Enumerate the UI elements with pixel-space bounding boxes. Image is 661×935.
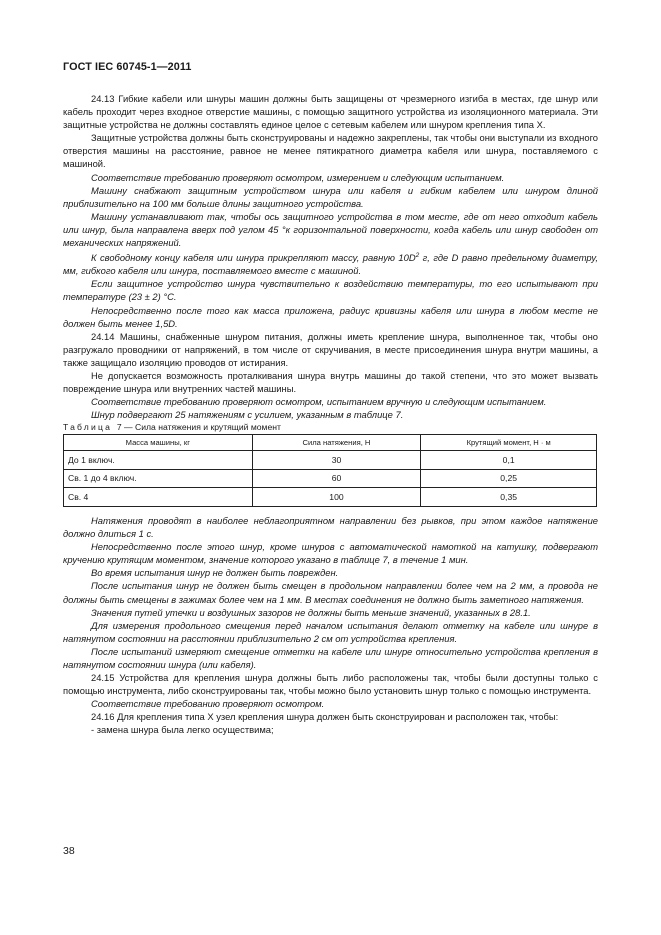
paragraph: 24.14 Машины, снабженные шнуром питания, должны иметь крепление шнура, выполненное так, чтобы оно разгружало проводники от напряжений, в том числе от скручивания, в месте присоединения шнура внутри машины, а также защищало изоляцию проводов от истирания. — [63, 330, 598, 368]
paragraph: Машину снабжают защитным устройством шнура или кабеля и гибким кабелем или шнуром длиной приблизительно на 100 мм больше длины защитного устройства. — [63, 184, 598, 209]
paragraph: Натяжения проводят в наиболее неблагоприятном направлении без рывков, при этом каждое натяжение должно длиться 1 с. — [63, 514, 598, 540]
paragraph: Соответствие требованию проверяют осмотром, испытанием вручную и следующим испытанием. — [91, 396, 547, 408]
paragraph: Соответствие требованию проверяют осмотром. — [91, 698, 325, 710]
paragraphs-top — [63, 92, 598, 421]
paragraph: Значения путей утечки и воздушных зазоров не должны быть меньше значений, указанных в 28.1. — [91, 606, 531, 618]
paragraph: Не допускается возможность проталкивания шнура внутрь машины до такой степени, что это может вызвать повреждение шнура или внутренних частей машины. — [63, 369, 598, 395]
page-number: 38 — [63, 845, 75, 857]
paragraph-text-part: г, где D равно предельному диаметру, мм, гибкого кабеля или шнура, поставляемого вместе с машиной. — [63, 252, 598, 277]
paragraph: - замена шнура была легко осуществима; — [91, 724, 274, 736]
table-row — [64, 469, 597, 488]
paragraph: Непосредственно после этого шнур, кроме шнуров с автоматической намоткой на катушку, подвергают кручению крутящим моментом, значение которого указано в таблице 7, в течение 1 мин. — [63, 541, 598, 566]
paragraph: 24.15 Устройства для крепления шнура должны быть либо расположены так, чтобы были доступны только с помощью инструмента, либо сконструированы так, чтобы можно было установить шнур только с помощью инструмента. — [63, 672, 598, 697]
table-header-row — [64, 435, 597, 451]
document-body — [63, 92, 598, 737]
paragraph: 24.13 Гибкие кабели или шнуры машин должны быть защищены от чрезмерного изгиба в местах, где шнур или кабель проходит через входное отверстие машины, с помощью защитного устройства из изоляционного материала. Эти защитные устройства не должны составлять единое целое с сетевым кабелем или шнуром крепления типа X. — [63, 93, 598, 131]
cell-mass: До 1 включ. — [64, 451, 253, 470]
table-row — [64, 451, 597, 470]
paragraph: Во время испытания шнур не должен быть поврежден. — [91, 567, 339, 579]
paragraph: Шнур подвергают 25 натяжениям с усилием, указанным в таблице 7. — [91, 409, 404, 421]
table-caption-label: Таблица — [63, 422, 113, 433]
paragraph: Защитные устройства должны быть сконструированы и надежно закреплены, так чтобы они выступали из входного отверстия машины на расстояние, равное не менее пятикратного диаметра кабеля или шнура, поставляемого с машиной. — [63, 132, 598, 170]
paragraph: Непосредственно после того как масса приложена, радиус кривизны кабеля или шнура в любом месте не должен быть менее 1,5D. — [63, 304, 598, 329]
paragraphs-bottom — [63, 514, 598, 737]
superscript: 2 — [415, 252, 420, 260]
cell-mass: Св. 1 до 4 включ. — [64, 469, 253, 488]
paragraph: После испытаний измеряют смещение отметки на кабеле или шнуре относительно устройства крепления в натянутом состоянии шнура (или кабеля). — [63, 645, 598, 670]
document-header: ГОСТ IEC 60745-1—2011 — [63, 61, 192, 73]
col-header-mass: Масса машины, кг — [64, 435, 253, 451]
paragraph — [63, 249, 598, 277]
cell-torque: 0,35 — [421, 488, 597, 507]
paragraph: Для измерения продольного смещения перед началом испытания делают отметку на кабеле или шнуре в натянутом состоянии на расстоянии приблизительно 2 см от устройства крепления. — [63, 619, 598, 644]
paragraph: 24.16 Для крепления типа X узел крепления шнура должен быть сконструирован и расположен так, чтобы: — [91, 711, 559, 723]
paragraph: Машину устанавливают так, чтобы ось защитного устройства в том месте, где от него отходит кабель или шнур, была направлена вверх под углом 45 °к горизонтальной поверхности, когда кабель или шнур свободен от механических напряжений. — [63, 210, 598, 249]
cell-torque: 0,25 — [421, 469, 597, 488]
cell-mass: Св. 4 — [64, 488, 253, 507]
tension-torque-table — [63, 434, 597, 507]
paragraph: Если защитное устройство шнура чувствительно к воздействию температуры, то его испытывают при температуре (23 ± 2) °С. — [63, 278, 598, 303]
cell-tension: 30 — [252, 451, 421, 470]
table-caption — [63, 421, 598, 434]
col-header-tension: Сила натяжения, Н — [252, 435, 421, 451]
cell-tension: 100 — [252, 488, 421, 507]
col-header-torque: Крутящий момент, Н · м — [421, 435, 597, 451]
table-row — [64, 488, 597, 507]
cell-torque: 0,1 — [421, 451, 597, 470]
table-caption-text: 7 — Сила натяжения и крутящий момент — [116, 422, 281, 433]
paragraph: Соответствие требованию проверяют осмотром, измерением и следующим испытанием. — [91, 171, 505, 183]
paragraph: После испытания шнур не должен быть смещен в продольном направлении более чем на 2 мм, а провода не должны быть смещены в зажимах более чем на 1 мм. В местах соединения не должно быть заметного натяжения. — [63, 580, 598, 605]
cell-tension: 60 — [252, 469, 421, 488]
paragraph-text-part: К свободному концу кабеля или шнура прикрепляют массу, равную 10D — [91, 252, 416, 264]
